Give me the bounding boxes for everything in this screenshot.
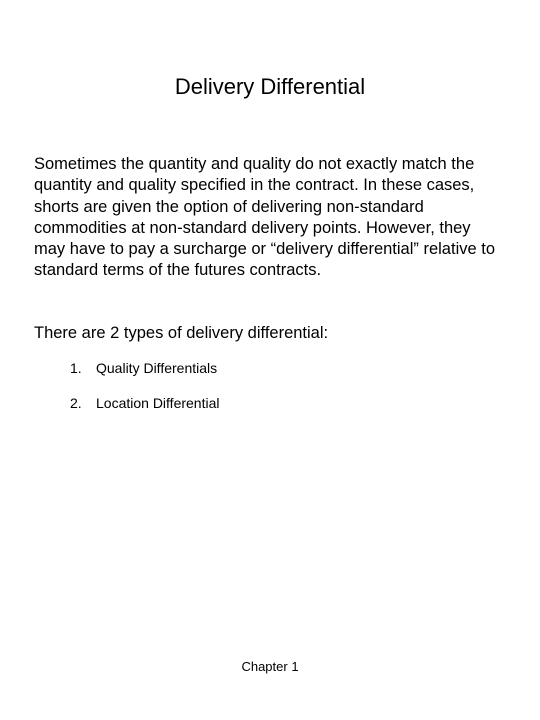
list-item — [70, 358, 219, 393]
list-intro: There are 2 types of delivery differential: — [34, 324, 329, 342]
list-item — [70, 393, 219, 428]
page-footer: Chapter 1 — [241, 659, 299, 674]
list-item-text: Location Differential — [96, 395, 220, 411]
list-item-number: 1. — [70, 360, 82, 376]
page-title: Delivery Differential — [174, 74, 366, 99]
list-item-number: 2. — [70, 395, 82, 411]
differential-types-list — [70, 358, 219, 428]
body-paragraph: Sometimes the quantity and quality do not exactly match the quantity and quality specified in the contract. In these cases, shorts are given the option of delivering non-standard commodities at non-standard delivery points. However, they may have to pay a surcharge or “delivery differential” relative to standard terms of the futures contracts. — [34, 155, 496, 280]
list-item-text: Quality Differentials — [96, 360, 218, 376]
